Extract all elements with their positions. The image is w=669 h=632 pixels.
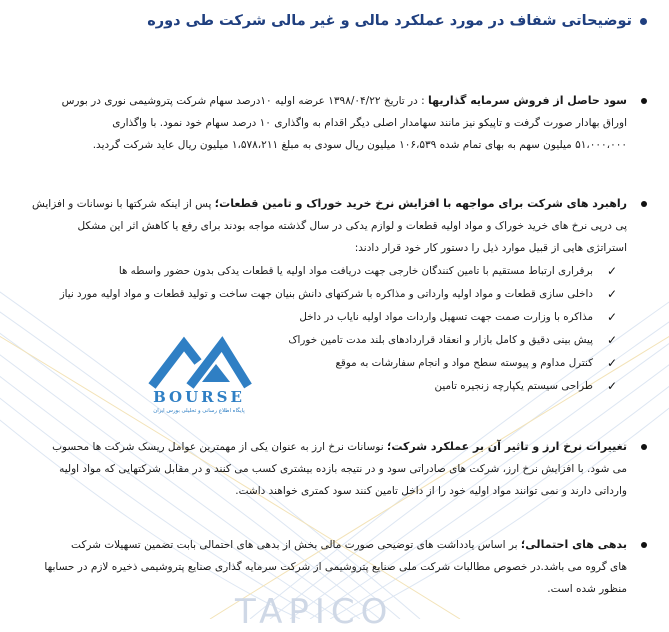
bullet-icon	[641, 542, 647, 548]
checklist-item	[27, 351, 621, 374]
section-line: وارداتی دارند و نمی توانند مواد اولیه خود را از داخل تامین کنند سود کمتری خواهند داشت.	[235, 485, 627, 497]
section-line: اوراق بهادار صورت گرفت و تاپیکو نیز مانند سهامدار اصلی دیگر اقدام به واگذاری ۱۰ درصد سهام خود نمود. با واگذاری	[112, 117, 627, 129]
section-line	[27, 436, 627, 458]
checklist-item-text: کنترل مداوم و پیوسته سطح مواد و انجام سفارشات به موقع	[335, 356, 593, 369]
section-exchange-rate	[27, 436, 647, 502]
section-heading: راهبرد های شرکت برای مواجهه با افزایش نرخ خرید خوراک و تامین قطعات؛	[214, 197, 627, 210]
section-line: های گروه می باشد.در خصوص مطالبات شرکت ملی صنایع پتروشیمی از شرکت سرمایه گذاری صنایع پتروشیمی ذخیره لازم در حسابها	[44, 561, 627, 573]
section-procurement-strategy	[27, 193, 647, 397]
logo-tagline: پایگاه اطلاع رسانی و تحلیلی بورس ایران	[153, 408, 245, 414]
watermark-text: TAPICO	[235, 592, 394, 632]
section-text: پس از اینکه شرکتها با نوسانات و افزایش	[32, 198, 212, 210]
section-line: ۵۱،۰۰۰،۰۰۰ میلیون سهم به بهای تمام شده ۱۰۶،۵۳۹ میلیون ریال سودی به مبلغ ۱،۵۷۸،۲۱۱ میلیون ریال عاید شرکت گردید.	[92, 139, 627, 151]
section-line: می شود. با افزایش نرخ ارز، شرکت های صادراتی سود و در نتیجه بازده بیشتری کسب می کنند و در مقابل شرکتهایی که مواد اولیه	[59, 463, 627, 475]
checklist-item	[27, 259, 621, 282]
section-contingent-liabilities	[27, 534, 647, 600]
checklist-item	[27, 282, 621, 305]
section-text: : در تاریخ ۱۳۹۸/۰۴/۲۲ عرضه اولیه ۱۰درصد سهام شرکت پتروشیمی نوری در بورس	[61, 95, 425, 107]
checklist-item	[27, 374, 621, 397]
section-heading: سود حاصل از فروش سرمایه گذاریها	[428, 94, 627, 107]
section-line: استراتژی هایی از قبیل موارد ذیل را دستور کار خود قرار دادند:	[354, 242, 627, 254]
checklist-item-text: مذاکره با وزارت صمت جهت تسهیل واردات مواد اولیه نایاب در داخل	[299, 310, 593, 323]
section-line	[27, 534, 627, 556]
bullet-icon	[641, 201, 647, 207]
checklist-item	[27, 328, 621, 351]
section-line: منظور شده است.	[547, 583, 627, 595]
logo-wordmark: BOURSE	[153, 388, 245, 406]
section-line: پی درپی نرخ های خرید خوراک و مواد اولیه قطعات و لوازم یدکی در سال گذشته مواجه بودند برای رفع یا کاهش اثر این مشکل	[77, 220, 627, 232]
checklist-item-text: پیش بینی دقیق و کامل بازار و انعقاد قراردادهای بلند مدت تامین خوراک	[288, 333, 593, 346]
page-title-row	[147, 8, 647, 34]
checkmark-icon: ✓	[606, 286, 618, 301]
bourse-logo	[138, 330, 260, 414]
checklist-item-text: داخلی سازی قطعات و مواد اولیه وارداتی و مذاکره با شرکتهای دانش بنیان جهت ساخت و تولید قطعات و مواد اولیه مورد نیاز	[59, 287, 593, 300]
checkmark-icon: ✓	[606, 378, 618, 393]
section-text: بر اساس یادداشت های توضیحی صورت مالی بخش از بدهی های احتمالی بابت تضمین تسهیلات شرکت	[71, 539, 518, 551]
section-line	[27, 90, 627, 112]
section-line	[27, 193, 627, 215]
page-title: توضیحاتی شفاف در مورد عملکرد مالی و غیر مالی شرکت طی دوره	[147, 13, 632, 29]
strategy-checklist	[27, 259, 621, 397]
checklist-item-text: برقراری ارتباط مستقیم با تامین کنندگان خارجی جهت دریافت مواد اولیه یا قطعات یدکی بدون حضور واسطه ها	[118, 264, 593, 277]
title-bullet-icon	[640, 18, 647, 25]
checkmark-icon: ✓	[606, 355, 618, 370]
checkmark-icon: ✓	[606, 263, 618, 278]
checklist-item-text: طراحی سیستم یکپارچه زنجیره تامین	[434, 379, 593, 392]
checkmark-icon: ✓	[606, 332, 618, 347]
bullet-icon	[641, 98, 647, 104]
checklist-item	[27, 305, 621, 328]
bourse-logo-icon	[138, 330, 260, 414]
checkmark-icon: ✓	[606, 309, 618, 324]
bullet-icon	[641, 444, 647, 450]
section-heading: تغییرات نرخ ارز و تاثیر آن بر عملکرد شرکت؛	[386, 440, 627, 453]
section-sales-profit	[27, 90, 647, 156]
section-heading: بدهی های احتمالی؛	[520, 538, 627, 551]
section-text: نوسانات نرخ ارز به عنوان یکی از مهمترین عوامل ریسک شرکت ها محسوب	[52, 441, 384, 453]
